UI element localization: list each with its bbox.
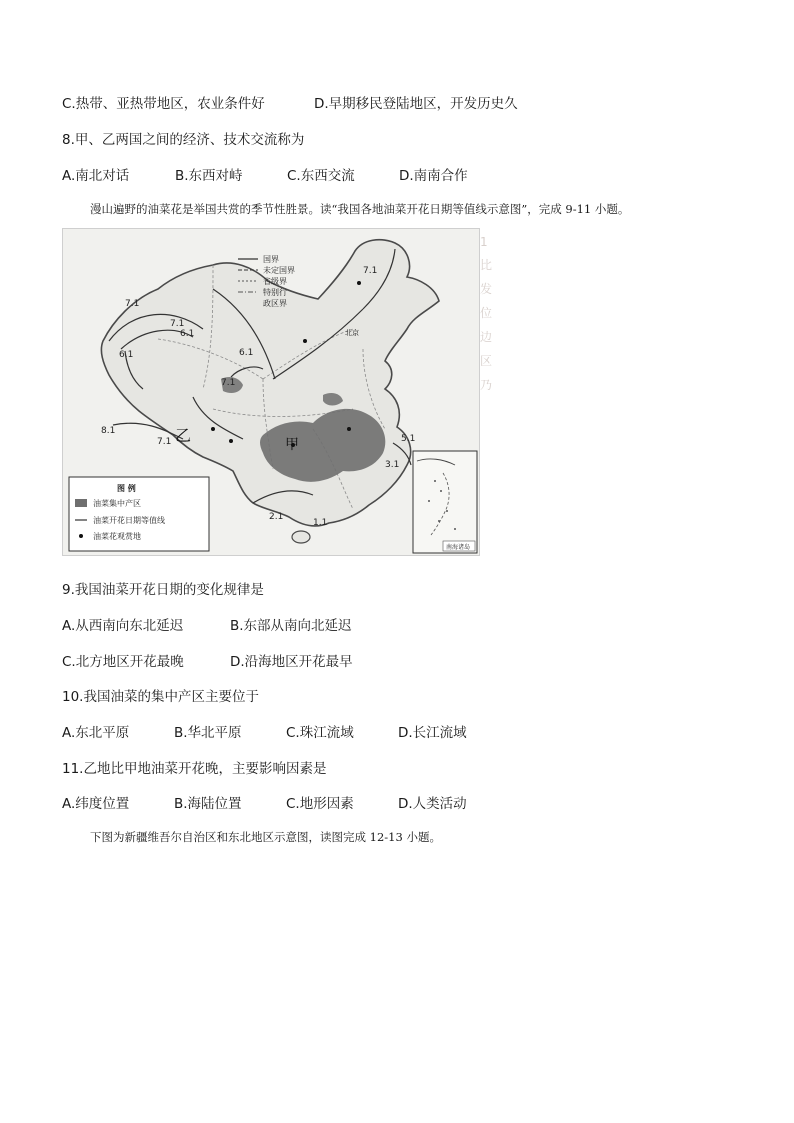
hainan-island <box>292 531 310 543</box>
q8-stem: 8.甲、乙两国之间的经济、技术交流称为 <box>62 132 305 148</box>
q11-option-c: C.地形因素 <box>286 796 354 812</box>
legend-item: 油菜开花日期等值线 <box>93 516 165 525</box>
q11-option-d: D.人类活动 <box>398 796 467 812</box>
q9-options-row2 <box>62 650 353 670</box>
south-china-sea-inset <box>413 451 477 553</box>
q9-options-row1 <box>62 614 352 634</box>
contour-label: 5.1 <box>401 434 416 444</box>
legend-boundary: 省级界 <box>263 277 287 286</box>
ghost-char: 1 <box>480 235 488 249</box>
q7-option-d: D.早期移民登陆地区，开发历史久 <box>314 96 518 112</box>
contour-label: 7.1 <box>363 266 378 276</box>
q9-option-b: B.东部从南向北延迟 <box>230 618 352 634</box>
contour-label: 7.1 <box>170 319 185 329</box>
q7-options <box>62 92 518 112</box>
label-yi: 乙 <box>175 426 192 445</box>
legend-boundary: 国界 <box>263 255 279 264</box>
q8-option-b: B.东西对峙 <box>175 168 243 184</box>
ghost-char: 比 <box>480 258 493 272</box>
label-jia: 甲 <box>285 437 299 453</box>
contour-label: 8.1 <box>101 426 116 436</box>
q7-option-c: C.热带、亚热带地区，农业条件好 <box>62 96 265 112</box>
map-svg <box>63 229 480 556</box>
q9-option-d: D.沿海地区开花最早 <box>230 654 353 670</box>
ghost-char: 边 <box>480 330 493 344</box>
q8-option-c: C.东西交流 <box>287 168 355 184</box>
legend-boundary: 特别行 <box>263 288 287 297</box>
contour-label: 1.1 <box>313 518 328 528</box>
q10-option-a: A.东北平原 <box>62 725 130 741</box>
contour-label: 6.1 <box>239 348 254 358</box>
q9-option-a: A.从西南向东北延迟 <box>62 618 184 634</box>
ghost-char: 位 <box>480 306 493 320</box>
legend-item: 油菜集中产区 <box>93 499 141 508</box>
q10-stem: 10.我国油菜的集中产区主要位于 <box>62 689 259 705</box>
ghost-char: 区 <box>480 354 493 368</box>
ghost-char: 乃 <box>480 378 493 392</box>
q9-option-c: C.北方地区开花最晚 <box>62 654 184 670</box>
contour-label: 7.1 <box>157 437 172 447</box>
contour-label: 7.1 <box>125 299 140 309</box>
label-beijing: 北京 <box>345 329 359 337</box>
intro-12-13: 下图为新疆维吾尔自治区和东北地区示意图，读图完成 12-13 小题。 <box>90 830 441 844</box>
q11-options <box>62 792 467 812</box>
legend-boundary: 政区界 <box>263 299 287 308</box>
q8-option-d: D.南南合作 <box>399 168 468 184</box>
q11-option-a: A.纬度位置 <box>62 796 130 812</box>
q10-option-b: B.华北平原 <box>174 725 242 741</box>
contour-label: 7.1 <box>221 378 236 388</box>
bleed-through-text <box>480 228 540 498</box>
q10-option-c: C.珠江流域 <box>286 725 354 741</box>
q8-options <box>62 164 468 184</box>
legend-title: 图 例 <box>117 484 136 493</box>
legend-item: 油菜花观赏地 <box>93 532 141 541</box>
legend-boundary: 未定国界 <box>263 266 295 275</box>
contour-label: 2.1 <box>269 512 284 522</box>
q8-option-a: A.南北对话 <box>62 168 130 184</box>
ghost-char: 发 <box>480 282 493 296</box>
intro-9-11: 漫山遍野的油菜花是举国共赏的季节性胜景。读“我国各地油菜开花日期等值线示意图”，完成 9-11 小题。 <box>90 202 630 216</box>
contour-label: 3.1 <box>385 460 400 470</box>
q9-stem: 9.我国油菜开花日期的变化规律是 <box>62 582 264 598</box>
legend-box <box>69 477 209 551</box>
contour-label: 6.1 <box>119 350 134 360</box>
q10-options <box>62 721 467 741</box>
q10-option-d: D.长江流域 <box>398 725 467 741</box>
contour-label: 6.1 <box>180 329 195 339</box>
q11-option-b: B.海陆位置 <box>174 796 242 812</box>
q11-stem: 11.乙地比甲地油菜开花晚，主要影响因素是 <box>62 761 327 777</box>
rapeseed-flowering-map <box>62 228 480 556</box>
inset-label: 南海诸岛 <box>446 544 471 551</box>
